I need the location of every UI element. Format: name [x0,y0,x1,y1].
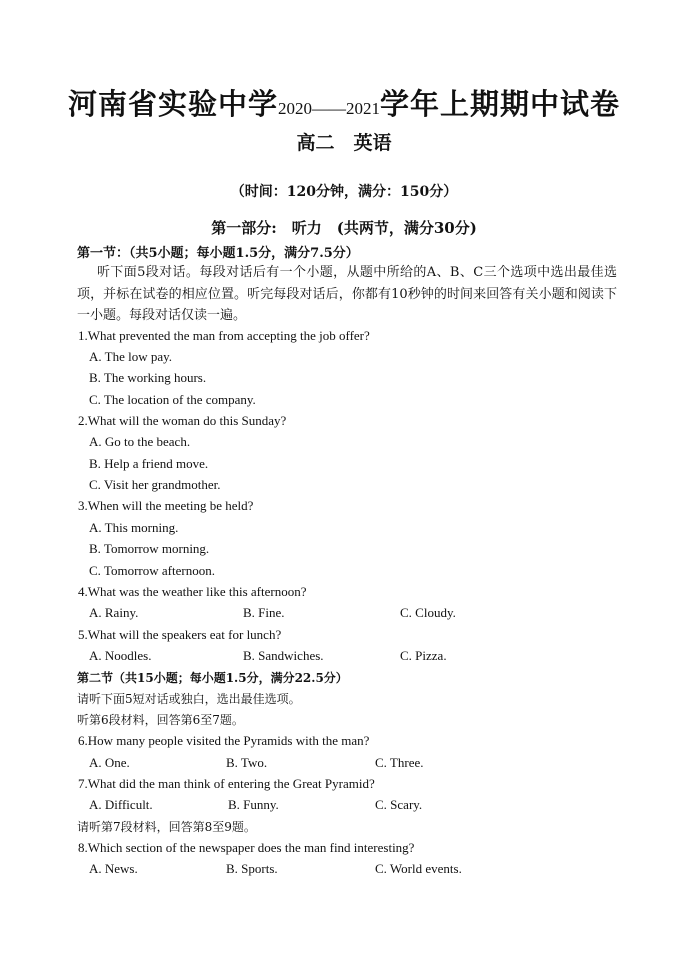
q2-option-a: A. Go to the beach. [89,434,191,449]
q8-option-b: B. Sports. [226,861,278,876]
q3-option-a: A. This morning. [89,520,179,535]
material-6-note: 听第6段材料，回答第6至7题。 [77,713,244,727]
q6-option-a: A. One. [89,755,130,770]
q3-option-c: C. Tomorrow afternoon. [89,563,215,578]
q2-option-b: B. Help a friend move. [89,456,209,471]
q6-option-c: C. Three. [375,755,424,770]
question-2: 2.What will the woman do this Sunday? [78,413,287,428]
q1-option-b: B. The working hours. [89,370,207,385]
q7-option-c: C. Scary. [375,797,423,812]
q1-option-c: C. The location of the company. [89,392,256,407]
q3-option-b: B. Tomorrow morning. [89,541,210,556]
section1-instructions: 听下面5段对话。每段对话后有一个小题，从题中所给的A、B、C三个选项中选出最佳选项，并标在试卷的相应位置。听完每段对话后，你都有10秒钟的时间来回答有关小题和阅读下一小题。每段对话仅读一遍。 [77,265,617,323]
q4-option-b: B. Fine. [243,605,285,620]
material-7-note: 请听第7段材料，回答第8至9题。 [77,820,256,834]
exam-title: 河南省实验中学2020——2021学年上期期中试卷 [67,87,621,121]
q7-option-b: B. Funny. [228,797,279,812]
question-5: 5.What will the speakers eat for lunch? [78,627,282,642]
q2-option-c: C. Visit her grandmother. [89,477,221,492]
question-4: 4.What was the weather like this afternoon? [78,584,307,599]
question-3: 3.When will the meeting be held? [78,498,254,513]
section2-instructions: 请听下面5短对话或独白，选出最佳选项。 [77,692,301,706]
time-info: （时间：120分钟，满分：150分） [230,184,458,200]
q5-option-a: A. Noodles. [89,648,152,663]
q6-option-b: B. Two. [226,755,268,770]
question-1: 1.What prevented the man from accepting the job offer? [78,328,370,343]
section1-heading: 第一节：（共5小题；每小题1.5分，满分7.5分） [77,246,359,261]
q8-option-a: A. News. [89,861,138,876]
question-8: 8.Which section of the newspaper does the man find interesting? [78,840,415,855]
exam-years: 2020——2021 [278,99,380,118]
question-6: 6.How many people visited the Pyramids with the man? [78,733,370,748]
q8-option-c: C. World events. [375,861,462,876]
question-7: 7.What did the man think of entering the Great Pyramid? [78,776,375,791]
q1-option-a: A. The low pay. [89,349,173,364]
q7-option-a: A. Difficult. [89,797,153,812]
q4-option-c: C. Cloudy. [400,605,456,620]
q4-option-a: A. Rainy. [89,605,139,620]
q5-option-b: B. Sandwiches. [243,648,324,663]
exam-subtitle: 高二 英语 [296,132,392,154]
q5-option-c: C. Pizza. [400,648,447,663]
part-heading: 第一部分: 听力 (共两节，满分30分) [211,219,477,237]
section2-heading: 第二节（共15小题；每小题1.5分，满分22.5分） [77,671,348,685]
